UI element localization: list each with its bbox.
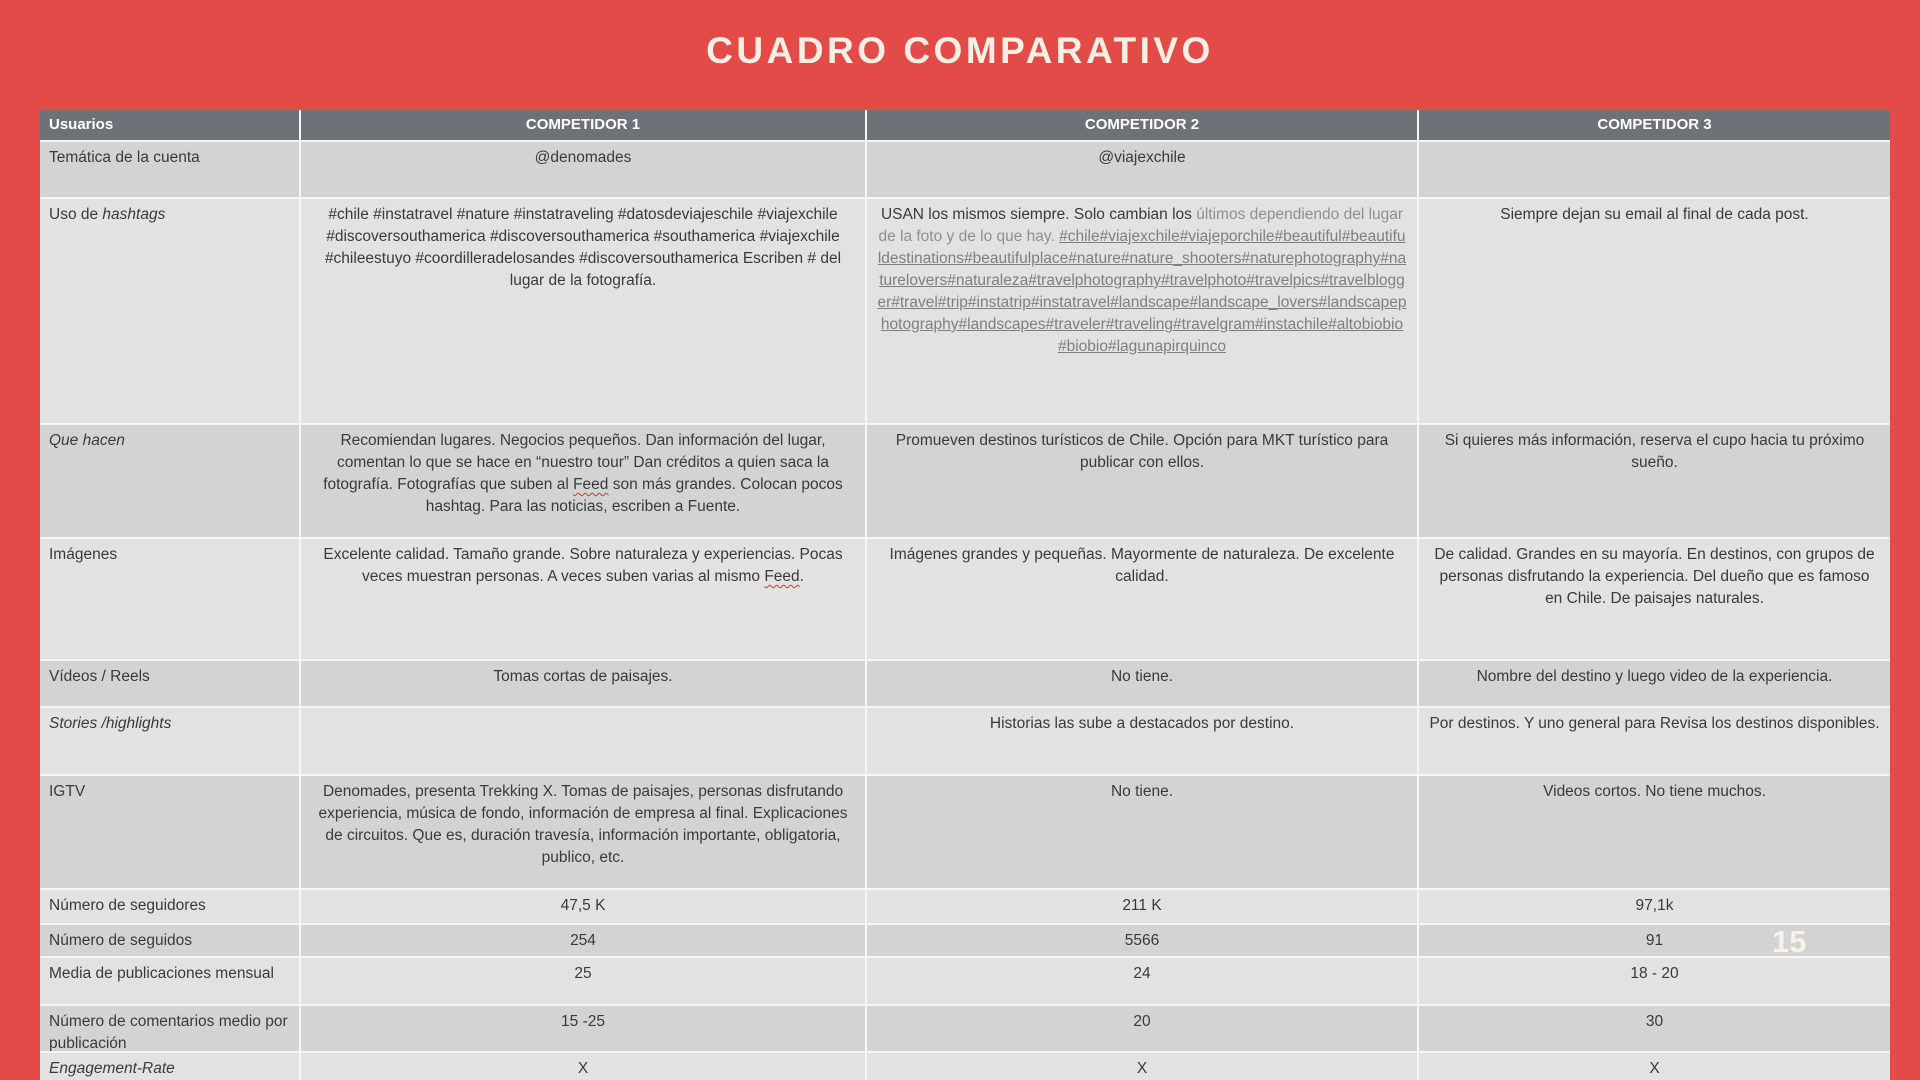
competitor-1-cell: [301, 708, 865, 774]
competitor-1-cell: @denomades: [301, 142, 865, 197]
competitor-3-cell: De calidad. Grandes en su mayoría. En destinos, con grupos de personas disfrutando la experiencia. Del dueño que es famoso en Chile. De paisajes naturales.: [1419, 539, 1890, 659]
text-segment: Engagement-Rate: [49, 1060, 175, 1077]
header-competidor-2: COMPETIDOR 2: [867, 110, 1417, 140]
text-segment: Uso de: [49, 206, 103, 223]
table-row: [40, 1006, 1890, 1051]
text-segment: Stories /highlights: [49, 715, 172, 732]
table-row: [40, 776, 1890, 888]
row-label: Media de publicaciones mensual: [40, 958, 299, 1004]
comparison-table: [40, 110, 1890, 1080]
competitor-3-cell: X: [1419, 1053, 1890, 1080]
competitor-2-cell: No tiene.: [867, 661, 1417, 706]
competitor-2-cell: @viajexchile: [867, 142, 1417, 197]
row-label: [40, 425, 299, 537]
row-label: Imágenes: [40, 539, 299, 659]
competitor-2-cell: Historias las sube a destacados por destino.: [867, 708, 1417, 774]
competitor-3-cell: Por destinos. Y uno general para Revisa los destinos disponibles.: [1419, 708, 1890, 774]
competitor-3-cell: 97,1k: [1419, 890, 1890, 923]
hashtag-links[interactable]: #chile#viajexchile#viajeporchile#beautiful#beautifuldestinations#beautifulplace#nature#nature_shooters#naturephotography#naturelovers#naturaleza#travelphotography#travelphoto#travelpics#travelblogger#travel#trip#instatrip#instatravel#landscape#landscape_lovers#landscapephotography#landscapes#traveler#traveling#travelgram#instachile#altobiobio#biobio#lagunapirquinco: [877, 228, 1407, 355]
table-row: [40, 890, 1890, 923]
text-segment: Recomiendan lugares. Negocios pequeños. Dan información del lugar, comentan lo que se hace en “nuestro tour” Dan créditos a quien saca la fotografía. Fotografías que suben al: [323, 432, 829, 493]
competitor-1-cell: 15 -25: [301, 1006, 865, 1051]
competitor-3-cell: Si quieres más información, reserva el cupo hacia tu próximo sueño.: [1419, 425, 1890, 537]
row-label: Número de seguidos: [40, 925, 299, 956]
misspelled-word: Feed: [764, 568, 800, 585]
competitor-2-cell: 5566: [867, 925, 1417, 956]
header-competidor-3: COMPETIDOR 3: [1419, 110, 1890, 140]
competitor-1-cell: Tomas cortas de paisajes.: [301, 661, 865, 706]
table-row: [40, 958, 1890, 1004]
text-segment: .: [799, 568, 804, 585]
row-label: Número de seguidores: [40, 890, 299, 923]
competitor-1-cell: #chile #instatravel #nature #instatraveling #datosdeviajeschile #viajexchile #discoversouthamerica #discoversouthamerica #southamerica #viajexchile #chileestuyo #coordilleradelosandes #discoversouthamerica Escriben # del lugar de la fotografía.: [301, 199, 865, 423]
competitor-2-cell: 211 K: [867, 890, 1417, 923]
competitor-1-cell: 25: [301, 958, 865, 1004]
row-label: [40, 1053, 299, 1080]
table-row: [40, 925, 1890, 956]
table-row: [40, 539, 1890, 659]
competitor-3-cell: 91: [1419, 925, 1890, 956]
competitor-1-cell: X: [301, 1053, 865, 1080]
competitor-3-cell: [1419, 142, 1890, 197]
table-row: [40, 425, 1890, 537]
competitor-3-cell: Videos cortos. No tiene muchos.: [1419, 776, 1890, 888]
competitor-3-cell: Siempre dejan su email al final de cada post.: [1419, 199, 1890, 423]
text-segment: son más grandes. Colocan pocos hashtag. Para las noticias, escriben a Fuente.: [425, 476, 843, 515]
table-row: [40, 708, 1890, 774]
table-row: [40, 1053, 1890, 1080]
text-segment: hashtags: [102, 206, 166, 223]
competitor-3-cell: Nombre del destino y luego video de la experiencia.: [1419, 661, 1890, 706]
competitor-1-cell: Denomades, presenta Trekking X. Tomas de paisajes, personas disfrutando experiencia, música de fondo, información de empresa al final. Explicaciones de circuitos. Que es, duración travesía, información importante, obligatoria, publico, etc.: [301, 776, 865, 888]
row-label: IGTV: [40, 776, 299, 888]
misspelled-word: Feed: [573, 476, 609, 493]
row-label: [40, 199, 299, 423]
competitor-2-cell: [867, 199, 1417, 423]
competitor-1-cell: [301, 539, 865, 659]
table-row: [40, 661, 1890, 706]
competitor-3-cell: 30: [1419, 1006, 1890, 1051]
row-label: [40, 708, 299, 774]
text-segment: últimos dependiendo del lugar de la foto y de lo que hay.: [878, 206, 1404, 245]
competitor-2-cell: No tiene.: [867, 776, 1417, 888]
text-segment: Que hacen: [49, 432, 125, 449]
page-number: 15: [1772, 924, 1807, 959]
row-label: Vídeos / Reels: [40, 661, 299, 706]
competitor-1-cell: 254: [301, 925, 865, 956]
row-label: Temática de la cuenta: [40, 142, 299, 197]
competitor-3-cell: 18 - 20: [1419, 958, 1890, 1004]
competitor-2-cell: X: [867, 1053, 1417, 1080]
page-title: CUADRO COMPARATIVO: [706, 30, 1214, 71]
header-usuarios: Usuarios: [40, 110, 299, 140]
text-segment: USAN los mismos siempre. Solo cambian los: [880, 206, 1197, 223]
row-label: Número de comentarios medio por publicación: [40, 1006, 299, 1051]
table-row: [40, 199, 1890, 423]
competitor-1-cell: [301, 425, 865, 537]
table-header-row: [40, 110, 1890, 140]
competitor-1-cell: 47,5 K: [301, 890, 865, 923]
competitor-2-cell: 20: [867, 1006, 1417, 1051]
header-competidor-1: COMPETIDOR 1: [301, 110, 865, 140]
competitor-2-cell: 24: [867, 958, 1417, 1004]
competitor-2-cell: Promueven destinos turísticos de Chile. Opción para MKT turístico para publicar con ellos.: [867, 425, 1417, 537]
table-row: [40, 142, 1890, 197]
competitor-2-cell: Imágenes grandes y pequeñas. Mayormente de naturaleza. De excelente calidad.: [867, 539, 1417, 659]
text-segment: Excelente calidad. Tamaño grande. Sobre naturaleza y experiencias. Pocas veces muestran personas. A veces suben varias al mismo: [323, 546, 843, 585]
